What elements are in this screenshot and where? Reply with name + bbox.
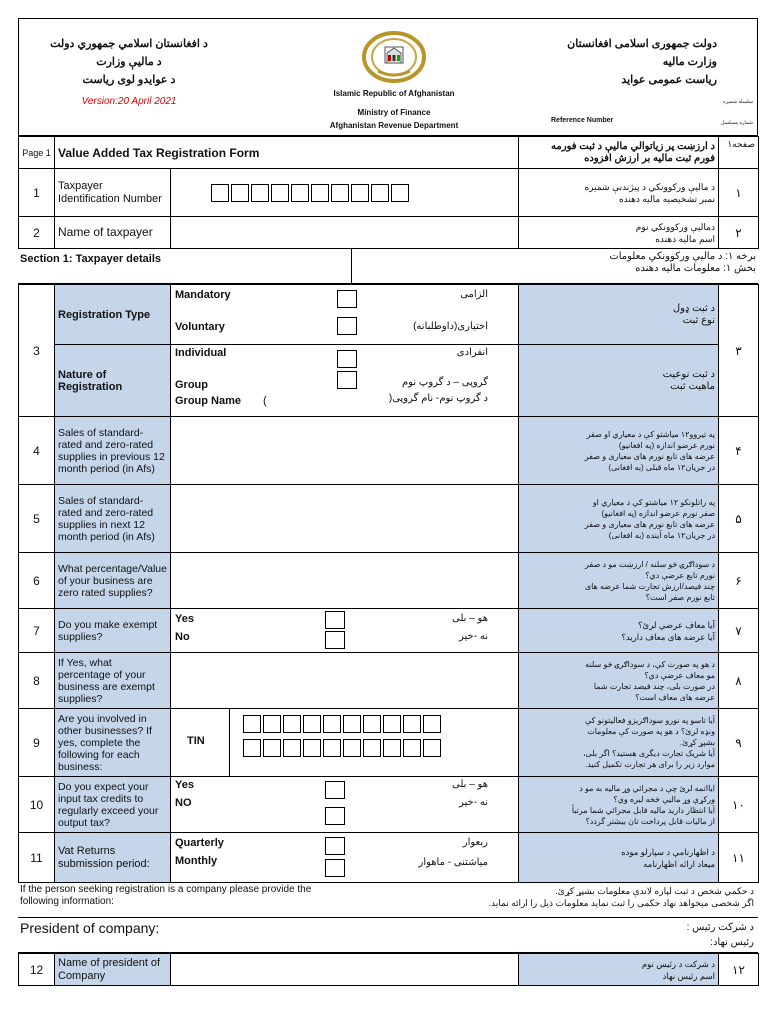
section1-header bbox=[18, 249, 758, 284]
form-title-fa2: فورم ثبت مالیه بر ارزش افزوده bbox=[584, 152, 715, 164]
row-vat-returns-period bbox=[19, 833, 759, 883]
other-business-tin-boxes-2[interactable] bbox=[243, 739, 443, 757]
header-center-line3: Afghanistan Revenue Department bbox=[329, 121, 459, 130]
tin-label: Taxpayer Identification Number bbox=[55, 169, 171, 217]
form-page bbox=[18, 18, 758, 986]
row-number-fa: ۵ bbox=[719, 485, 759, 553]
previous-sales-fa: په تیروو۱۲ میاشتو کې د معیاري او صفر bbox=[586, 429, 715, 439]
zero-rated-fa: د سوداګرۍ څو سلنه / ارزښت مو د صفر bbox=[585, 559, 715, 569]
vat-returns-period-label: Vat Returns submission period: bbox=[55, 833, 171, 883]
tin-digit-box[interactable] bbox=[363, 715, 381, 733]
row-number-fa: ١ bbox=[719, 169, 759, 217]
page-label-fa: صفحه١ bbox=[719, 137, 759, 169]
row-taxpayer-name bbox=[19, 217, 759, 249]
monthly-label-fa: میاشتنی - ماهوار bbox=[418, 857, 488, 868]
no-label-fa: نه -خیر bbox=[459, 631, 488, 642]
row-number: 9 bbox=[19, 709, 55, 777]
section1-title-en: Section 1: Taxpayer details bbox=[20, 253, 162, 265]
input-tax-credits-fa: ایااتمه لرئ چې د مجرائي وړ مالیه به مو د bbox=[579, 783, 715, 793]
other-businesses-fa: آیا تاسو په نورو سوداګریزو فعالیتونو کې bbox=[584, 716, 715, 725]
header-left bbox=[19, 35, 239, 111]
header-right-line2: وزارت مالیه bbox=[662, 56, 717, 68]
header-center bbox=[309, 27, 479, 132]
tin-digit-box[interactable] bbox=[283, 715, 301, 733]
monthly-checkbox[interactable] bbox=[325, 859, 345, 877]
voluntary-label-fa: اختیاری(داوطلبانه) bbox=[413, 321, 488, 332]
mandatory-checkbox[interactable] bbox=[337, 290, 357, 308]
tin-digit-box[interactable] bbox=[371, 184, 389, 202]
yes-label: Yes bbox=[175, 779, 194, 791]
company-note-fa1: د حکمي شخص د ثبت لپاره لاندې معلومات بشپړ کړئ. bbox=[555, 886, 754, 896]
next-sales-fa: عرضه های تابع نورم های معیاری و صفر bbox=[584, 519, 715, 529]
exempt-label: Do you make exempt supplies? bbox=[55, 609, 171, 653]
registration-type-label: Registration Type bbox=[55, 285, 171, 345]
row-number: 11 bbox=[19, 833, 55, 883]
input-tax-credits-fa: آیا انتظار دارید مالیه قابل مجرائي شما مرتبأ bbox=[571, 805, 715, 815]
previous-sales-fa: عرضه های تابع نورم های معیاری و صفر bbox=[584, 451, 715, 461]
president-name-input[interactable] bbox=[171, 954, 519, 986]
exempt-fa: آیا معاف عرضې لرئ؟ bbox=[638, 619, 715, 630]
form-table-main bbox=[18, 284, 759, 883]
nature-of-registration-label: Nature of Registration bbox=[55, 345, 171, 417]
section1-title-fa2: بخش ۱: معلومات مالیه دهنده bbox=[635, 263, 756, 274]
previous-sales-label: Sales of standard-rated and zero-rated supplies in previous 12 month period (in Afs) bbox=[55, 417, 171, 485]
national-emblem-icon bbox=[354, 27, 434, 83]
other-businesses-label: Are you involved in other businesses? If yes, complete the following for each business: bbox=[55, 709, 171, 777]
taxpayer-name-label: Name of taxpayer bbox=[55, 217, 171, 249]
row-tin bbox=[19, 169, 759, 217]
quarterly-label: Quarterly bbox=[175, 837, 224, 849]
tin-digit-box[interactable] bbox=[263, 739, 281, 757]
form-table-top bbox=[18, 136, 759, 249]
registration-type-fa2: نوع ثبت bbox=[682, 314, 715, 326]
group-label-fa: گروپی – د گروپ نوم bbox=[401, 377, 488, 388]
other-businesses-fa: آیا شریک تجارت دیگری هستید؟ اگر بلی، bbox=[582, 749, 715, 758]
taxpayer-name-input[interactable] bbox=[171, 217, 519, 249]
nature-fa1: د ثبت نوعیت bbox=[662, 368, 715, 380]
row-number-fa: ٩ bbox=[719, 709, 759, 777]
group-name-label-fa: د گروپ نوم- نام گروپی( bbox=[388, 393, 488, 404]
exempt-percentage-fa: عرضه های معاف است؟ bbox=[635, 692, 715, 702]
no-label: No bbox=[175, 631, 190, 643]
tin-digit-box[interactable] bbox=[243, 739, 261, 757]
tin-digit-box[interactable] bbox=[383, 739, 401, 757]
president-name-fa2: اسم رئیس نهاد bbox=[662, 970, 715, 981]
credits-yes-checkbox[interactable] bbox=[325, 781, 345, 799]
version-label: Version:20 April 2021 bbox=[81, 96, 177, 107]
zero-rated-fa: نورم تابع عرضې دي؟ bbox=[645, 570, 715, 580]
exempt-yes-checkbox[interactable] bbox=[325, 611, 345, 629]
credits-no-checkbox[interactable] bbox=[325, 807, 345, 825]
zero-rated-label: What percentage/Value of your business are zero rated supplies? bbox=[55, 553, 171, 609]
zero-rated-fa: تابع نورم صفر است؟ bbox=[645, 592, 715, 602]
next-sales-label: Sales of standard-rated and zero-rated supplies in next 12 month period (in Afs) bbox=[55, 485, 171, 553]
tin-digit-box[interactable] bbox=[323, 739, 341, 757]
next-sales-fa: صفر نورم عرضو اندازه (په افغانیو) bbox=[601, 508, 715, 518]
header-right-line3: ریاست عمومی عواید bbox=[621, 74, 717, 86]
exempt-percentage-fa: د هو په صورت کې، د سوداګرۍ څو سلنه bbox=[585, 659, 715, 669]
reference-number-label: Reference Number bbox=[551, 117, 614, 124]
row-number: 10 bbox=[19, 777, 55, 833]
row-number: 1 bbox=[19, 169, 55, 217]
company-note-en: If the person seeking registration is a company please provide the following information: bbox=[20, 884, 312, 907]
tin-digit-box[interactable] bbox=[323, 715, 341, 733]
row-number: 3 bbox=[19, 285, 55, 417]
company-note bbox=[18, 883, 758, 918]
next-sales-fa: در جریان۱۲ ماه آینده (به افغانی) bbox=[608, 530, 715, 540]
quarterly-label-fa: ربعوار bbox=[462, 837, 488, 848]
header-left-line2: د مالیې وزارت bbox=[96, 56, 162, 68]
row-other-businesses bbox=[19, 709, 759, 777]
other-businesses-fa: ونډه لرئ؟ د هو په صورت کې معلومات bbox=[587, 727, 715, 736]
tin-digit-box[interactable] bbox=[423, 739, 441, 757]
vat-returns-period-fa: د اظهارنامې د سپارلو موده bbox=[621, 846, 715, 857]
header-right bbox=[517, 35, 717, 89]
row-number: 7 bbox=[19, 609, 55, 653]
row-number-fa: ٣ bbox=[719, 285, 759, 417]
tin-digit-box[interactable] bbox=[351, 184, 369, 202]
row-number: 4 bbox=[19, 417, 55, 485]
quarterly-checkbox[interactable] bbox=[325, 837, 345, 855]
header-left-line1: د افغانستان اسلامي جمهوري دولت bbox=[50, 38, 208, 50]
tin-digit-box[interactable] bbox=[311, 184, 329, 202]
header-center-line2: Ministry of Finance bbox=[357, 108, 431, 117]
president-name-label: Name of president of Company bbox=[55, 954, 171, 986]
row-number-fa: ٢ bbox=[719, 217, 759, 249]
row-number-fa: ٧ bbox=[719, 609, 759, 653]
tin-digit-box[interactable] bbox=[243, 715, 261, 733]
row-number: 8 bbox=[19, 653, 55, 709]
row-number: 5 bbox=[19, 485, 55, 553]
company-note-fa2: اگر شخصی میخواهد نهاد حکمی را ثبت نماید معلومات ذیل را ارائه نماید. bbox=[488, 898, 754, 908]
page-label: Page 1 bbox=[19, 137, 55, 169]
next-sales-fa: په راتلونکو ۱۲ میاشتو کې د معیاري او bbox=[592, 497, 715, 507]
group-name-input[interactable] bbox=[275, 393, 395, 409]
row-number-fa: ١١ bbox=[719, 833, 759, 883]
tin-digit-box[interactable] bbox=[391, 184, 409, 202]
tin-digit-box[interactable] bbox=[211, 184, 229, 202]
tin-short-label: TIN bbox=[187, 735, 205, 747]
form-title-en: Value Added Tax Registration Form bbox=[55, 137, 519, 169]
exempt-percentage-fa: مو معاف عرضې دي؟ bbox=[644, 670, 715, 680]
tin-label-fa2: نمبر تشخیصیه مالیه دهنده bbox=[618, 193, 715, 204]
previous-sales-fa: نورم عرضو اندازه (په افغانیو) bbox=[618, 440, 715, 450]
row-number-fa: ٨ bbox=[719, 653, 759, 709]
president-name-fa1: د شرکت د رئیس نوم bbox=[641, 958, 715, 969]
zero-rated-input[interactable] bbox=[171, 553, 519, 609]
tin-digit-box[interactable] bbox=[403, 739, 421, 757]
tin-digit-box[interactable] bbox=[331, 184, 349, 202]
next-sales-input[interactable] bbox=[171, 485, 519, 553]
row-number-fa: ۴ bbox=[719, 417, 759, 485]
vat-returns-period-fa: میعاد ارائه اظهارنامه bbox=[643, 858, 715, 869]
input-tax-credits-fa: از مالیات قابل پرداخت تان بیشتر گردد؟ bbox=[585, 816, 715, 826]
serial-label-2: شماره مسلسل bbox=[720, 120, 753, 126]
row-zero-rated bbox=[19, 553, 759, 609]
individual-checkbox[interactable] bbox=[337, 350, 357, 368]
no-label: NO bbox=[175, 797, 192, 809]
tin-digit-box[interactable] bbox=[423, 715, 441, 733]
mandatory-label: Mandatory bbox=[175, 289, 231, 301]
other-business-tin-boxes-1[interactable] bbox=[243, 715, 443, 733]
previous-sales-fa: در جریان۱۲ ماه قبلی (به افغانی) bbox=[608, 462, 715, 472]
form-table-president bbox=[18, 953, 759, 986]
input-tax-credits-fa: ورکړې وړ مالیې څخه لیره وي؟ bbox=[613, 794, 715, 804]
tin-digit-box[interactable] bbox=[343, 739, 361, 757]
monthly-label: Monthly bbox=[175, 855, 218, 867]
exempt-percentage-fa: در صورت بلی، چند فیصد تجارت شما bbox=[593, 681, 715, 691]
mandatory-label-fa: الزامی bbox=[460, 289, 488, 300]
header-left-line3: د عوایدو لوی ریاست bbox=[82, 74, 176, 86]
tin-digit-box[interactable] bbox=[283, 739, 301, 757]
header-center-line1: Islamic Republic of Afghanistan bbox=[333, 89, 455, 98]
other-businesses-fa: موارد زیر را برای هر تجارت تکمیل کنید. bbox=[585, 760, 715, 769]
registration-type-fa1: د ثبت ډول bbox=[672, 302, 715, 314]
header-right-line1: دولت جمهوری اسلامی افغانستان bbox=[567, 38, 717, 50]
voluntary-checkbox[interactable] bbox=[337, 317, 357, 335]
president-title-en: President of company: bbox=[20, 920, 160, 936]
tin-digit-box[interactable] bbox=[303, 739, 321, 757]
tin-input-boxes[interactable] bbox=[171, 169, 519, 217]
tin-digit-box[interactable] bbox=[343, 715, 361, 733]
group-checkbox[interactable] bbox=[337, 371, 357, 389]
president-title-fa2: رئیس نهاد: bbox=[710, 937, 754, 948]
yes-label-fa: هو – بلی bbox=[452, 779, 488, 790]
other-businesses-fa: بشپړ کړئ. bbox=[679, 738, 715, 747]
row-input-tax-credits bbox=[19, 777, 759, 833]
row-previous-sales bbox=[19, 417, 759, 485]
tin-digit-box[interactable] bbox=[303, 715, 321, 733]
voluntary-label: Voluntary bbox=[175, 321, 225, 333]
exempt-no-checkbox[interactable] bbox=[325, 631, 345, 649]
exempt-percentage-label: If Yes, what percentage of your business are exempt supplies? bbox=[55, 653, 171, 709]
yes-label: Yes bbox=[175, 613, 194, 625]
exempt-percentage-input[interactable] bbox=[171, 653, 519, 709]
group-name-label: Group Name bbox=[175, 395, 242, 407]
taxpayer-name-fa1: دمالیې ورکوونکي نوم bbox=[635, 221, 715, 232]
group-label: Group bbox=[175, 379, 208, 391]
exempt-fa: آیا عرضه های معاف دارید؟ bbox=[621, 631, 715, 642]
row-number-fa: ١٢ bbox=[719, 954, 759, 986]
row-number: 2 bbox=[19, 217, 55, 249]
row-next-sales bbox=[19, 485, 759, 553]
tin-digit-box[interactable] bbox=[251, 184, 269, 202]
previous-sales-input[interactable] bbox=[171, 417, 519, 485]
tin-digit-box[interactable] bbox=[231, 184, 249, 202]
tin-digit-box[interactable] bbox=[271, 184, 289, 202]
row-number: 6 bbox=[19, 553, 55, 609]
serial-label-1: سلسله شمیره bbox=[723, 99, 753, 105]
zero-rated-fa: چند فیصد/ارزش تجارت شما عرضه های bbox=[584, 581, 715, 591]
section1-title-fa1: برخه ۱: د مالیې ورکوونکي معلومات bbox=[609, 251, 756, 262]
row-president-name bbox=[19, 954, 759, 986]
individual-label: Individual bbox=[175, 347, 227, 359]
input-tax-credits-label: Do you expect your input tax credits to regularly exceed your output tax? bbox=[55, 777, 171, 833]
tin-label-fa1: د مالیې ورکوونکي د پیژندنې شمیره bbox=[584, 181, 715, 192]
group-name-paren: ( bbox=[263, 395, 267, 407]
tin-digit-box[interactable] bbox=[291, 184, 309, 202]
form-title-fa1: د ارزښت پر زیاتوالي مالیې د ثبت فورمه bbox=[551, 140, 715, 152]
tin-digit-box[interactable] bbox=[383, 715, 401, 733]
row-number-fa: ۶ bbox=[719, 553, 759, 609]
president-title-fa1: د شرکت رئیس : bbox=[686, 922, 754, 933]
no-label-fa: نه -خیر bbox=[459, 797, 488, 808]
nature-fa2: ماهیت ثبت bbox=[670, 380, 715, 392]
form-header bbox=[18, 18, 758, 136]
tin-digit-box[interactable] bbox=[363, 739, 381, 757]
president-section bbox=[18, 918, 758, 953]
individual-label-fa: انفرادی bbox=[456, 347, 488, 358]
row-exempt bbox=[19, 609, 759, 653]
taxpayer-name-fa2: اسم مالیه دهنده bbox=[655, 233, 715, 244]
yes-label-fa: هو – بلی bbox=[452, 613, 488, 624]
row-number-fa: ١٠ bbox=[719, 777, 759, 833]
row-exempt-percentage bbox=[19, 653, 759, 709]
row-number: 12 bbox=[19, 954, 55, 986]
tin-digit-box[interactable] bbox=[403, 715, 421, 733]
tin-digit-box[interactable] bbox=[263, 715, 281, 733]
